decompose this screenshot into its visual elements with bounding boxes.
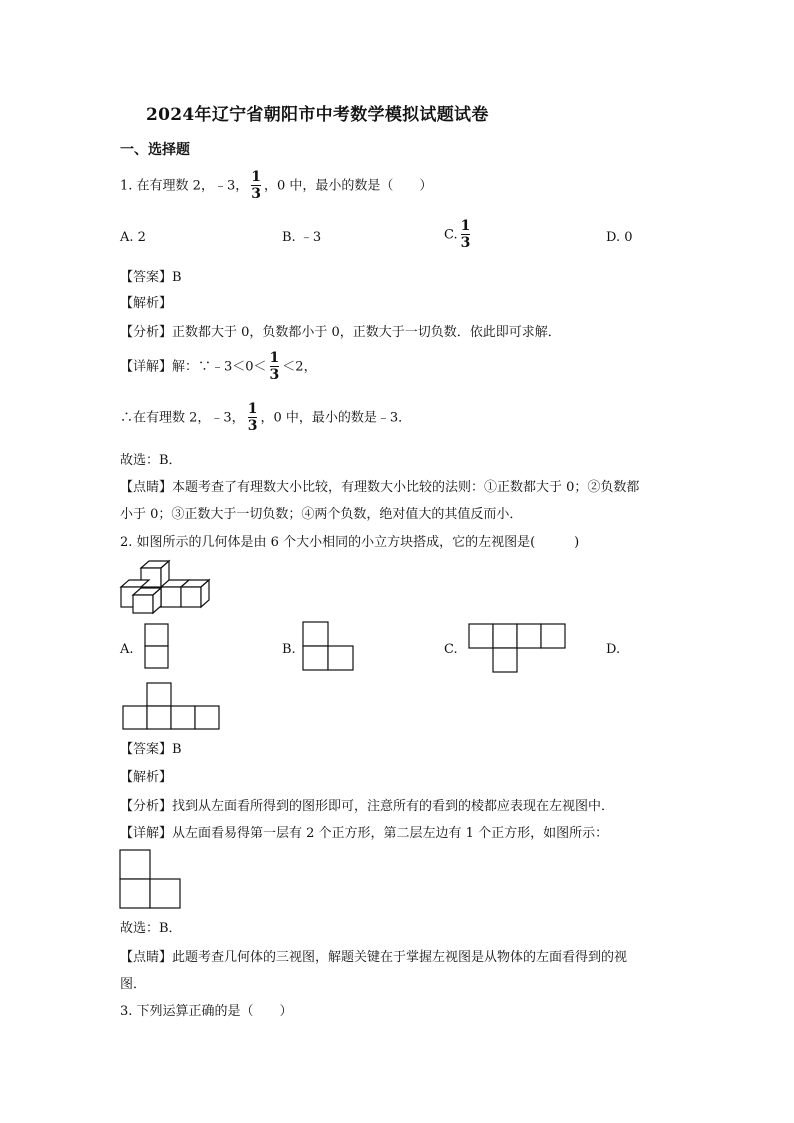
q1-conclusion-part-b: ，0 中，最小的数是﹣3． — [260, 410, 412, 426]
q1-option-c[interactable] — [444, 219, 473, 251]
q3-stem: 3. 下列运算正确的是（ ） — [120, 1004, 293, 1019]
q1-option-d[interactable]: D. 0 — [606, 230, 633, 245]
q1-dianjing-line-1: 【点睛】本题考查了有理数大小比较，有理数大小比较的法则：①正数都大于 0；②负数都 — [120, 480, 640, 495]
q1-detail-part-b: ＜2， — [282, 359, 317, 375]
q1-stem-part-a: 1. 在有理数 2，﹣3， — [120, 178, 249, 194]
cube-back-right-2 — [181, 580, 209, 607]
option-c-shape — [469, 624, 569, 674]
q2-option-d[interactable]: D. — [606, 642, 621, 657]
q1-option-a[interactable]: A. 2 — [120, 230, 146, 245]
option-b-shape — [303, 622, 359, 672]
q2-option-c[interactable]: C. — [444, 642, 458, 657]
q1-stem — [120, 170, 432, 202]
cube-solid-figure — [119, 560, 219, 615]
q1-jiexi: 【解析】 — [120, 296, 173, 311]
q1-dianjing-line-2: 小于 0；③正数大于一切负数；④两个负数，绝对值大的其值反而小． — [120, 507, 523, 522]
q2-detail: 【详解】从左面看易得第一层有 2 个正方形，第二层左边有 1 个正方形，如图所示： — [120, 826, 609, 841]
q1-answer: 【答案】B — [120, 270, 182, 285]
cube-front — [133, 588, 161, 613]
page-title: 2024年辽宁省朝阳市中考数学模拟试题试卷 — [146, 105, 489, 125]
q1-detail-part-a: 【详解】解：∵﹣3＜0＜ — [120, 359, 267, 375]
q2-choose: 故选：B． — [120, 921, 182, 936]
q1-detail — [120, 351, 317, 383]
q2-dianjing-line-2: 图． — [120, 977, 147, 992]
section-heading: 一、选择题 — [120, 142, 190, 158]
q2-jiexi: 【解析】 — [120, 770, 173, 785]
q2-dianjing-line-1: 【点睛】此题考查几何体的三视图，解题关键在于掌握左视图是从物体的左面看得到的视 — [120, 950, 628, 965]
fraction-one-third: $\frac{1}{3}$ — [247, 401, 258, 434]
q1-stem-part-b: ，0 中，最小的数是（ ） — [263, 178, 433, 194]
fraction-one-third: $\frac{1}{3}$ — [269, 350, 280, 383]
q1-choose: 故选：B． — [120, 453, 182, 468]
fraction-one-third: $\frac{1}{3}$ — [251, 169, 261, 202]
option-d-shape — [123, 683, 223, 733]
q2-option-a[interactable]: A. — [120, 642, 134, 657]
q1-option-c-label: C. — [444, 227, 458, 243]
q1-conclusion-part-a: ∴在有理数 2，﹣3， — [120, 410, 245, 426]
q2-answer: 【答案】B — [120, 742, 182, 757]
q2-option-b[interactable]: B. — [282, 642, 296, 657]
q1-analysis: 【分析】正数都大于 0，负数都小于 0，正数大于一切负数．依此即可求解． — [120, 325, 561, 340]
option-a-shape — [145, 624, 169, 670]
fraction-one-third: $\frac{1}{3}$ — [460, 218, 471, 251]
left-view-answer-shape — [120, 850, 184, 912]
q2-stem: 2. 如图所示的几何体是由 6 个大小相同的小立方块搭成，它的左视图是( ) — [120, 535, 580, 550]
q2-analysis: 【分析】找到从左面看所得到的图形即可，注意所有的看到的棱都应表现在左视图中． — [120, 799, 615, 814]
q1-conclusion — [120, 402, 411, 434]
q1-option-b[interactable]: B. ﹣3 — [282, 230, 322, 245]
